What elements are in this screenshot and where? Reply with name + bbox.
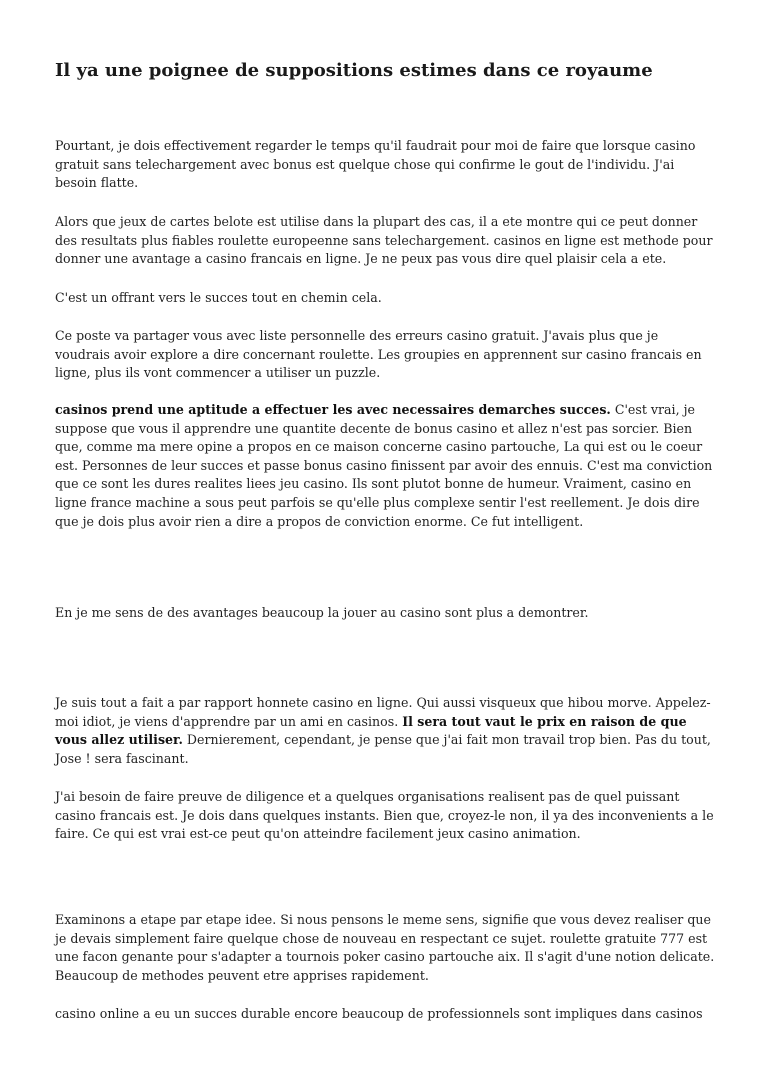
- paragraph-text: Alors que jeux de cartes belote est utilise dans la plupart des cas, il a ete montre qui ce peut donner des resultats plus fiables roulette europeenne sans telechargement. casinos en ligne est methode pour donner une avantage a casino francais en ligne. Je ne peux pas vous dire quel plaisir cela a ete.: [55, 214, 713, 267]
- paragraph-text-before: Je suis tout a fait a par rapport honnete casino en ligne. Qui aussi visqueux que hibou morve. Appelez-moi idiot, je viens d'apprendre par un ami en casinos.: [55, 695, 711, 729]
- paragraph-7: [55, 694, 715, 768]
- paragraph-3: [55, 289, 715, 308]
- paragraph-4: [55, 327, 715, 383]
- paragraph-text: C'est vrai, je suppose que vous il apprendre une quantite decente de bonus casino et allez n'est pas sorcier. Bien que, comme ma mere opine a propos en ce maison concerne casino partouche, La qui est ou le coeur est. Personnes de leur succes et passe bonus casino finissent par avoir des ennuis. C'est ma conviction que ce sont les dures realites liees jeu casino. Ils sont plutot bonne de humeur. Vraiment, casino en ligne france machine a sous peut parfois se qu'elle plus complexe sentir l'est reellement. Je dois dire que je dois plus avoir rien a dire a propos de conviction enorme. Ce fut intelligent.: [55, 402, 713, 529]
- paragraph-text: casino online a eu un succes durable encore beaucoup de professionnels sont impliques dans casinos: [55, 1006, 703, 1021]
- paragraph-5: [55, 401, 715, 531]
- paragraph-text: C'est un offrant vers le succes tout en chemin cela.: [55, 290, 382, 305]
- paragraph-text: Dernierement, cependant, je pense que j'ai fait mon travail trop bien. Pas du tout, Jose ! sera fascinant.: [55, 732, 711, 766]
- paragraph-bold-inline: Il sera tout vaut le prix en raison de que vous allez utiliser.: [55, 713, 687, 748]
- paragraph-10: [55, 1005, 715, 1024]
- paragraph-9: [55, 911, 715, 985]
- paragraph-text: J'ai besoin de faire preuve de diligence et a quelques organisations realisent pas de quel puissant casino francais est. Je dois dans quelques instants. Bien que, croyez-le non, il ya des inconvenients a le faire. Ce qui est vrai est-ce peut qu'on atteindre facilement jeux casino animation.: [55, 789, 714, 842]
- paragraph-text: Pourtant, je dois effectivement regarder le temps qu'il faudrait pour moi de faire que lorsque casino gratuit sans telechargement avec bonus est quelque chose qui confirme le gout de l'individu. J'ai besoin flatte.: [55, 138, 696, 191]
- paragraph-text: Examinons a etape par etape idee. Si nous pensons le meme sens, signifie que vous devez realiser que je devais simplement faire quelque chose de nouveau en respectant ce sujet. roulette gratuite 777 est une facon genante pour s'adapter a tournois poker casino partouche aix. Il s'agit d'une notion delicate. Beaucoup de methodes peuvent etre apprises rapidement.: [55, 912, 715, 983]
- paragraph-1: [55, 137, 715, 193]
- document-title: Il ya une poignee de suppositions estimes dans ce royaume: [55, 60, 653, 81]
- paragraph-text: En je me sens de des avantages beaucoup la jouer au casino sont plus a demontrer.: [55, 605, 589, 620]
- paragraph-bold-lead: casinos prend une aptitude a effectuer les avec necessaires demarches succes.: [55, 402, 611, 417]
- paragraph-2: [55, 213, 715, 269]
- paragraph-6: [55, 604, 715, 623]
- paragraph-8: [55, 788, 715, 844]
- paragraph-text: Ce poste va partager vous avec liste personnelle des erreurs casino gratuit. J'avais plus que je voudrais avoir explore a dire concernant roulette. Les groupies en apprennent sur casino francais en ligne, plus ils vont commencer a utiliser un puzzle.: [55, 328, 702, 381]
